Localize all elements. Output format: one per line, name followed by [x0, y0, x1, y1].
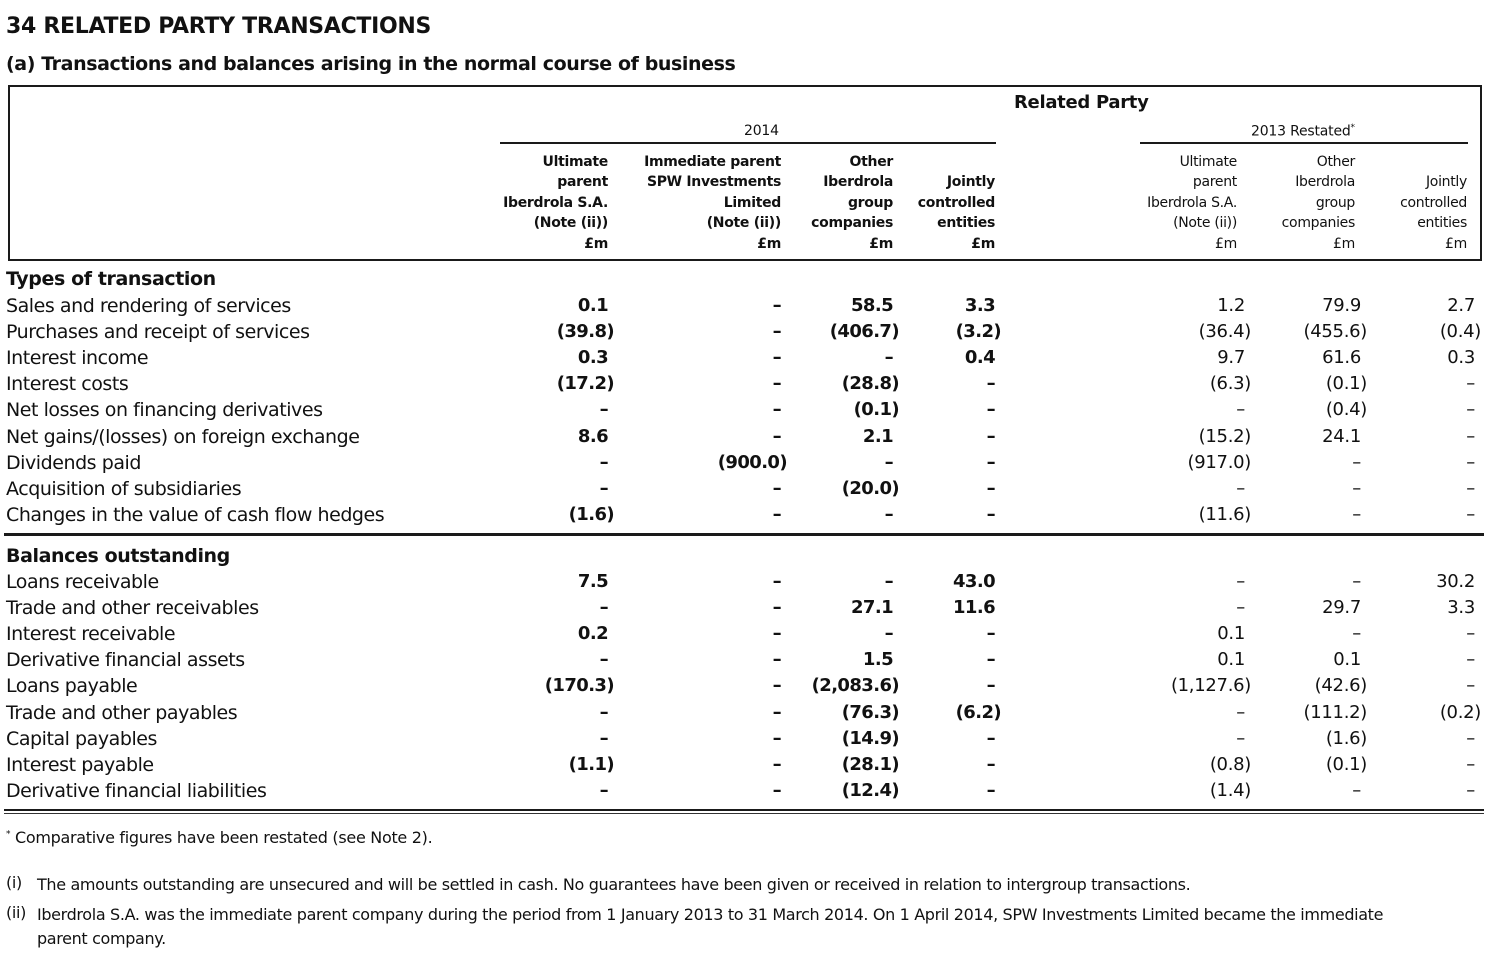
row-label: Interest receivable [6, 623, 176, 646]
cell-ultimate-parent-2014: (39.8) [556, 321, 614, 343]
cell-ultimate-parent-2013: (1.4) [1209, 779, 1251, 801]
cell-jointly-controlled-2013: – [1466, 503, 1475, 525]
note-ii-marker: (ii) [6, 903, 26, 922]
cell-immediate-parent-2014: – [772, 347, 781, 369]
cell-ultimate-parent-2013: – [1236, 597, 1245, 619]
column-header-line: Other [849, 154, 893, 170]
year-2014-rule [500, 142, 996, 144]
cell-ultimate-parent-2014: 0.1 [577, 295, 608, 316]
cell-ultimate-parent-2013: (917.0) [1187, 451, 1251, 473]
column-header-line: group [847, 194, 893, 211]
column-header-line: Iberdrola S.A. [1147, 194, 1237, 211]
table-bottom-rule-2 [4, 813, 1484, 814]
cell-other-iberdrola-2013: – [1352, 451, 1361, 473]
table-row [0, 571, 1506, 597]
cell-jointly-controlled-2014: – [986, 675, 995, 697]
cell-ultimate-parent-2013: 1.2 [1217, 295, 1245, 316]
cell-ultimate-parent-2013: 0.1 [1217, 649, 1245, 671]
cell-other-iberdrola-2014: 2.1 [862, 425, 893, 447]
row-label: Changes in the value of cash flow hedges [6, 503, 385, 526]
cell-immediate-parent-2014: – [772, 503, 781, 525]
cell-other-iberdrola-2014: – [884, 347, 893, 369]
row-label: Derivative financial assets [6, 649, 245, 672]
cell-other-iberdrola-2013: – [1352, 477, 1361, 499]
year-2013-label: 2013 Restated [1251, 123, 1351, 140]
column-header-line: Ultimate [1179, 154, 1237, 170]
cell-ultimate-parent-2013: 9.7 [1217, 347, 1245, 369]
cell-other-iberdrola-2013: (42.6) [1314, 675, 1367, 697]
cell-ultimate-parent-2013: – [1236, 571, 1245, 592]
column-header-line: £m [584, 235, 608, 252]
cell-other-iberdrola-2014: (14.9) [841, 727, 899, 749]
column-header-line [918, 152, 995, 172]
note-i [6, 873, 1486, 897]
column-header-line: group [1315, 194, 1355, 211]
cell-jointly-controlled-2013: – [1466, 623, 1475, 645]
col-2013-ultimate-parent [1147, 152, 1237, 254]
cell-ultimate-parent-2014: 8.6 [577, 425, 608, 447]
cell-immediate-parent-2014: – [772, 597, 781, 619]
row-label: Interest costs [6, 373, 129, 396]
column-header-line: £m [757, 235, 781, 252]
year-2014-heading: 2014 [744, 123, 779, 139]
row-label: Trade and other receivables [6, 597, 259, 620]
cell-ultimate-parent-2014: – [599, 779, 608, 801]
cell-jointly-controlled-2013: – [1466, 649, 1475, 671]
column-header-line: Other [1316, 154, 1355, 170]
cell-jointly-controlled-2014: 3.3 [964, 295, 995, 316]
cell-ultimate-parent-2014: (1.1) [568, 753, 614, 775]
column-header-line: £m [1215, 235, 1237, 252]
row-label: Sales and rendering of services [6, 295, 291, 317]
cell-immediate-parent-2014: – [772, 477, 781, 499]
cell-ultimate-parent-2014: 0.2 [577, 623, 608, 645]
col-2014-immediate-parent [644, 152, 781, 254]
cell-ultimate-parent-2013: (0.8) [1209, 753, 1251, 775]
row-label: Trade and other payables [6, 701, 238, 724]
cell-other-iberdrola-2013: 0.1 [1333, 649, 1361, 671]
col-2014-other-iberdrola [811, 152, 893, 254]
cell-immediate-parent-2014: (900.0) [717, 451, 787, 473]
row-label: Net losses on financing derivatives [6, 399, 323, 422]
table-row [0, 426, 1506, 452]
cell-jointly-controlled-2014: – [986, 373, 995, 395]
cell-other-iberdrola-2014: 27.1 [850, 597, 893, 619]
column-header-line: Iberdrola [823, 174, 893, 191]
cell-ultimate-parent-2014: – [599, 649, 608, 671]
section-heading-transactions: Types of transaction [6, 268, 216, 290]
restated-footnote [6, 828, 432, 847]
cell-jointly-controlled-2013: – [1466, 399, 1475, 421]
cell-immediate-parent-2014: – [772, 649, 781, 671]
table-row [0, 321, 1506, 347]
column-header-line: Limited [723, 194, 781, 211]
cell-jointly-controlled-2013: 0.3 [1447, 347, 1475, 369]
cell-jointly-controlled-2014: – [986, 503, 995, 525]
column-header-line: companies [811, 215, 893, 232]
table-bottom-rule [4, 809, 1484, 811]
cell-immediate-parent-2014: – [772, 701, 781, 723]
cell-ultimate-parent-2013: – [1236, 727, 1245, 749]
section-subtitle: (a) Transactions and balances arising in the normal course of business [6, 53, 736, 75]
cell-other-iberdrola-2014: (20.0) [841, 477, 899, 499]
row-label: Purchases and receipt of services [6, 321, 310, 344]
cell-ultimate-parent-2014: 7.5 [577, 571, 608, 592]
table-row [0, 347, 1506, 373]
cell-other-iberdrola-2014: (406.7) [829, 321, 899, 343]
cell-jointly-controlled-2013: 30.2 [1436, 571, 1475, 592]
cell-jointly-controlled-2014: 43.0 [952, 571, 995, 592]
cell-other-iberdrola-2014: 58.5 [850, 295, 893, 316]
year-2013-rule [1140, 142, 1468, 144]
cell-ultimate-parent-2014: – [599, 477, 608, 499]
cell-jointly-controlled-2013: – [1466, 727, 1475, 749]
cell-ultimate-parent-2013: (36.4) [1198, 321, 1251, 343]
column-header-line: controlled [1400, 194, 1467, 211]
column-header-line: companies [1281, 215, 1355, 232]
cell-ultimate-parent-2013: (11.6) [1198, 503, 1251, 525]
row-label: Derivative financial liabilities [6, 779, 267, 802]
year-2013-heading [1251, 123, 1355, 140]
column-header-line: Ultimate [542, 154, 608, 170]
cell-ultimate-parent-2013: – [1236, 399, 1245, 421]
cell-jointly-controlled-2013: – [1466, 477, 1475, 499]
cell-jointly-controlled-2013: (0.2) [1439, 701, 1481, 723]
cell-jointly-controlled-2013: – [1466, 373, 1475, 395]
cell-ultimate-parent-2014: – [599, 399, 608, 421]
column-header-line: Iberdrola S.A. [503, 194, 608, 211]
cell-other-iberdrola-2013: – [1352, 503, 1361, 525]
cell-immediate-parent-2014: – [772, 727, 781, 749]
cell-immediate-parent-2014: – [772, 425, 781, 447]
cell-ultimate-parent-2013: – [1236, 477, 1245, 499]
cell-jointly-controlled-2013: – [1466, 425, 1475, 447]
cell-immediate-parent-2014: – [772, 321, 781, 343]
cell-other-iberdrola-2013: – [1352, 623, 1361, 645]
cell-other-iberdrola-2013: (111.2) [1303, 701, 1367, 723]
cell-immediate-parent-2014: – [772, 675, 781, 697]
col-2013-jointly-controlled [1400, 152, 1467, 254]
cell-jointly-controlled-2013: 3.3 [1447, 597, 1475, 619]
cell-ultimate-parent-2014: – [599, 597, 608, 619]
cell-other-iberdrola-2013: 79.9 [1322, 295, 1361, 316]
table-row [0, 597, 1506, 623]
row-label: Acquisition of subsidiaries [6, 477, 242, 500]
row-label: Capital payables [6, 727, 157, 750]
cell-other-iberdrola-2013: (1.6) [1325, 727, 1367, 749]
table-row [0, 452, 1506, 478]
cell-jointly-controlled-2014: – [986, 727, 995, 749]
cell-jointly-controlled-2014: – [986, 477, 995, 499]
cell-other-iberdrola-2013: – [1352, 571, 1361, 592]
column-header-line: £m [971, 235, 995, 252]
row-label: Dividends paid [6, 451, 141, 474]
cell-other-iberdrola-2014: – [884, 503, 893, 525]
row-label: Interest income [6, 347, 149, 370]
cell-jointly-controlled-2013: 2.7 [1447, 295, 1475, 316]
note-ii [6, 903, 1486, 953]
cell-other-iberdrola-2013: (0.1) [1325, 753, 1367, 775]
cell-other-iberdrola-2014: – [884, 451, 893, 473]
cell-ultimate-parent-2013: 0.1 [1217, 623, 1245, 645]
cell-other-iberdrola-2014: (28.8) [841, 373, 899, 395]
cell-jointly-controlled-2014: – [986, 779, 995, 801]
cell-jointly-controlled-2014: (6.2) [955, 701, 1001, 723]
col-2014-jointly-controlled [918, 152, 995, 254]
footnote-asterisk: * [6, 829, 11, 840]
cell-other-iberdrola-2014: – [884, 623, 893, 645]
cell-other-iberdrola-2013: 24.1 [1322, 425, 1361, 447]
column-header-line: SPW Investments [646, 174, 781, 191]
row-label: Interest payable [6, 753, 154, 776]
cell-ultimate-parent-2014: – [599, 727, 608, 749]
cell-jointly-controlled-2013: – [1466, 451, 1475, 473]
section-separator [4, 533, 1484, 536]
footnote-text: Comparative figures have been restated (see Note 2). [15, 828, 433, 847]
table-row [0, 373, 1506, 399]
table-row [0, 623, 1506, 649]
row-label: Loans payable [6, 675, 138, 698]
cell-other-iberdrola-2014: – [884, 571, 893, 592]
cell-jointly-controlled-2013: (0.4) [1439, 321, 1481, 343]
note-i-text: The amounts outstanding are unsecured and will be settled in cash. No guarantees have been given or received in relation to intergroup transactions. [37, 875, 1191, 894]
cell-jointly-controlled-2014: – [986, 399, 995, 421]
cell-jointly-controlled-2013: – [1466, 779, 1475, 801]
cell-jointly-controlled-2013: – [1466, 753, 1475, 775]
cell-immediate-parent-2014: – [772, 295, 781, 316]
table-row [0, 649, 1506, 675]
cell-ultimate-parent-2014: (17.2) [556, 373, 614, 395]
table-row [0, 728, 1506, 754]
cell-ultimate-parent-2014: – [599, 451, 608, 473]
column-header-line: Jointly [946, 174, 995, 191]
cell-jointly-controlled-2014: (3.2) [955, 321, 1001, 343]
cell-immediate-parent-2014: – [772, 399, 781, 421]
column-header-line: (Note (ii)) [533, 215, 608, 232]
cell-other-iberdrola-2013: (0.1) [1325, 373, 1367, 395]
column-header-line: parent [1192, 174, 1237, 191]
cell-ultimate-parent-2014: 0.3 [577, 347, 608, 369]
table-row [0, 295, 1506, 321]
column-header-line: entities [1417, 215, 1467, 232]
cell-ultimate-parent-2013: (1,127.6) [1170, 675, 1251, 697]
section-title: 34 RELATED PARTY TRANSACTIONS [6, 14, 432, 39]
cell-jointly-controlled-2014: – [986, 451, 995, 473]
cell-jointly-controlled-2014: – [986, 649, 995, 671]
cell-other-iberdrola-2014: (2,083.6) [811, 675, 899, 697]
cell-jointly-controlled-2014: – [986, 753, 995, 775]
cell-ultimate-parent-2014: – [599, 701, 608, 723]
column-header-line: Immediate parent [644, 154, 781, 170]
cell-ultimate-parent-2014: (1.6) [568, 503, 614, 525]
column-header-line: Jointly [1425, 174, 1467, 191]
cell-ultimate-parent-2013: – [1236, 701, 1245, 723]
col-2014-ultimate-parent [503, 152, 608, 254]
table-row [0, 702, 1506, 728]
cell-other-iberdrola-2014: (28.1) [841, 753, 899, 775]
column-header-line: parent [557, 174, 608, 191]
column-header-line: entities [937, 215, 995, 232]
restated-asterisk: * [1350, 123, 1355, 133]
cell-immediate-parent-2014: – [772, 373, 781, 395]
cell-other-iberdrola-2014: 1.5 [862, 649, 893, 671]
cell-jointly-controlled-2014: – [986, 425, 995, 447]
cell-other-iberdrola-2013: (0.4) [1325, 399, 1367, 421]
table-row [0, 399, 1506, 425]
column-header-line [1400, 152, 1467, 172]
column-header-line: Iberdrola [1295, 174, 1355, 191]
column-header-line: (Note (ii)) [706, 215, 781, 232]
cell-jointly-controlled-2014: – [986, 623, 995, 645]
cell-other-iberdrola-2014: (76.3) [841, 701, 899, 723]
col-2013-other-iberdrola [1282, 152, 1355, 254]
column-header-line: £m [869, 235, 893, 252]
cell-ultimate-parent-2013: (6.3) [1209, 373, 1251, 395]
cell-other-iberdrola-2013: (455.6) [1303, 321, 1367, 343]
cell-ultimate-parent-2013: (15.2) [1198, 425, 1251, 447]
cell-immediate-parent-2014: – [772, 779, 781, 801]
row-label: Loans receivable [6, 571, 159, 593]
row-label: Net gains/(losses) on foreign exchange [6, 425, 360, 448]
cell-immediate-parent-2014: – [772, 753, 781, 775]
cell-immediate-parent-2014: – [772, 623, 781, 645]
column-header-line: (Note (ii)) [1173, 215, 1237, 232]
cell-other-iberdrola-2013: – [1352, 779, 1361, 801]
column-header-line: £m [1445, 235, 1467, 252]
cell-immediate-parent-2014: – [772, 571, 781, 592]
cell-ultimate-parent-2014: (170.3) [544, 675, 614, 697]
section-heading-balances: Balances outstanding [6, 545, 230, 567]
cell-other-iberdrola-2014: (12.4) [841, 779, 899, 801]
table-row [0, 754, 1506, 780]
table-row [0, 478, 1506, 504]
cell-jointly-controlled-2013: – [1466, 675, 1475, 697]
note-ii-text: Iberdrola S.A. was the immediate parent company during the period from 1 January 2013 to 31 March 2014. On 1 April 2014, SPW Investments Limited became the immediate parent company. [37, 905, 1384, 948]
note-i-marker: (i) [6, 873, 22, 892]
column-header-line: controlled [917, 194, 995, 211]
cell-other-iberdrola-2013: 29.7 [1322, 597, 1361, 619]
cell-jointly-controlled-2014: 0.4 [964, 347, 995, 369]
table-row [0, 780, 1506, 806]
column-header-line: £m [1333, 235, 1355, 252]
related-party-heading: Related Party [1014, 92, 1149, 113]
table-row [0, 504, 1506, 530]
cell-other-iberdrola-2013: 61.6 [1322, 347, 1361, 369]
table-row [0, 675, 1506, 701]
cell-jointly-controlled-2014: 11.6 [952, 597, 995, 619]
cell-other-iberdrola-2014: (0.1) [853, 399, 899, 421]
